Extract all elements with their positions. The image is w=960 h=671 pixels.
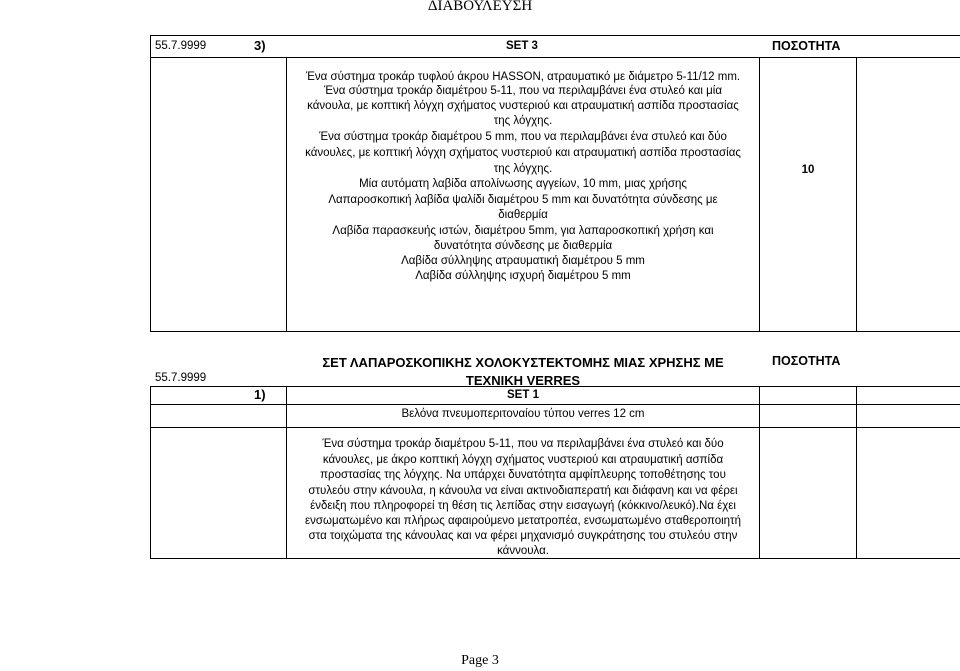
page-number: Page 3 (461, 653, 499, 668)
section1-line-6: της λόγχης. (493, 163, 553, 175)
section2-title-line2: ΤΕΧΝΙΚΗ VERRES (465, 373, 581, 388)
section1-number: 3) (254, 38, 266, 53)
section2-line-1: κάνουλες, με άκρο κοπτική λόγχη σχήματος νυστεριού και ατραυματική ασπίδα (322, 454, 724, 466)
section2-line-6: στα τοιχώματα της κάνουλας και να φέρει μηχανισμό συγκράτησης του στυλεόυ στην (308, 530, 738, 542)
section2-line-0: Ένα σύστημα τροκάρ διαμέτρου 5-11, που να περιλαμβάνει ένα στυλεό και δύο (322, 438, 724, 450)
section1-set-label: SET 3 (506, 40, 538, 52)
section1-line-9: διαθερμία (498, 209, 548, 221)
section2-line-4: ένδειξη που πληροφορεί τη θέση τις λεπίδας στην εισαγωγή (κόκκινο/λευκό).Να έχει (310, 500, 736, 512)
section2-needle: Βελόνα πνευμοπεριτοναίου τύπου verres 12 cm (401, 408, 645, 420)
section1-code: 55.7.9999 (155, 40, 207, 52)
table1-left-border (150, 35, 151, 332)
section1-line-13: Λαβίδα σύλληψης ισχυρή διαμέτρου 5 mm (415, 270, 631, 282)
table2-divider-3 (150, 427, 960, 428)
section2-number: 1) (254, 387, 266, 402)
section1-line-2: κάνουλα, με κοπτική λόγχη σχήματος νυστεριού και ατραυματική ασπίδα προστασίας (307, 100, 739, 112)
section1-line-10: Λαβίδα παρασκευής ιστών, διαμέτρου 5mm, για λαπαροσκοπική χρήση και (332, 225, 714, 237)
section2-title-line1: ΣΕΤ ΛΑΠΑΡΟΣΚΟΠΙΚΗΣ ΧΟΛΟΚΥΣΤΕΚΤΟΜΗΣ ΜΙΑΣ ΧΡΗΣΗΣ ΜΕ (322, 355, 724, 370)
section2-qty-header: ΠΟΣΟΤΗΤΑ (772, 354, 841, 368)
section1-line-12: Λαβίδα σύλληψης ατραυματική διαμέτρου 5 mm (401, 255, 645, 267)
table1-top-border (150, 35, 960, 36)
section2-set-label: SET 1 (507, 389, 539, 401)
section2-line-2: προστασίας της λόγχης. Να υπάρχει δυνατότητα αμφίπλευρης τοποθέτησης του (320, 469, 726, 481)
section1-line-11: δυνατότητα σύνδεσης με διαθερμία (433, 240, 613, 252)
section2-line-3: στυλεόυ στην κάνουλα, η κάνουλα να είναι ακτινοδιαπερατή και διάφανη και να φέρει (308, 485, 738, 497)
section1-qty-header: ΠΟΣΟΤΗΤΑ (772, 39, 841, 53)
section2-line-5: ενσωματωμένο και πλήρως αφαιρούμενο μετατροπέα, ενσωματωμένο σταθεροποιητή (304, 515, 741, 527)
table1-bottom-border (150, 331, 960, 332)
table1-col-divider-3 (856, 57, 857, 332)
section1-line-4: Ένα σύστημα τροκάρ διαμέτρου 5 mm, που να περιλαμβάνει ένα στυλεό και δύο (319, 131, 727, 143)
section1-line-5: κάνουλες, με κοπτική λόγχη σχήματος νυστεριού και ατραυματική ασπίδα προστασίας (305, 147, 741, 159)
section1-line-8: Λαπαροσκοπική λαβίδα ψαλίδι διαμέτρου 5 mm και δυνατότητα σύνδεσης με (328, 194, 718, 206)
table2-divider-2 (150, 404, 960, 405)
section1-line-7: Μία αυτόματη λαβίδα απολίνωσης αγγείων, 10 mm, μιας χρήσης (359, 178, 687, 190)
section1-line-3: της λόγχης. (493, 115, 553, 127)
section1-quantity: 10 (801, 164, 815, 176)
section1-line-0: Ένα σύστημα τροκάρ τυφλού άκρου HASSON, ατραυματικό με διάμετρο 5-11/12 mm. (305, 71, 741, 83)
table1-header-bottom-border (150, 57, 960, 58)
section1-line-1: Ένα σύστημα τροκάρ διαμέτρου 5-11, που να περιλαμβάνει ένα στυλεό και μία (324, 85, 722, 97)
section2-line-7: κάννουλα. (497, 545, 549, 557)
section2-code: 55.7.9999 (155, 372, 207, 384)
page-header: ΔΙΑΒΟΥΛΕΥΣΗ (427, 0, 533, 14)
table2-col-divider-3 (856, 386, 857, 559)
table2-left-border (150, 386, 151, 559)
